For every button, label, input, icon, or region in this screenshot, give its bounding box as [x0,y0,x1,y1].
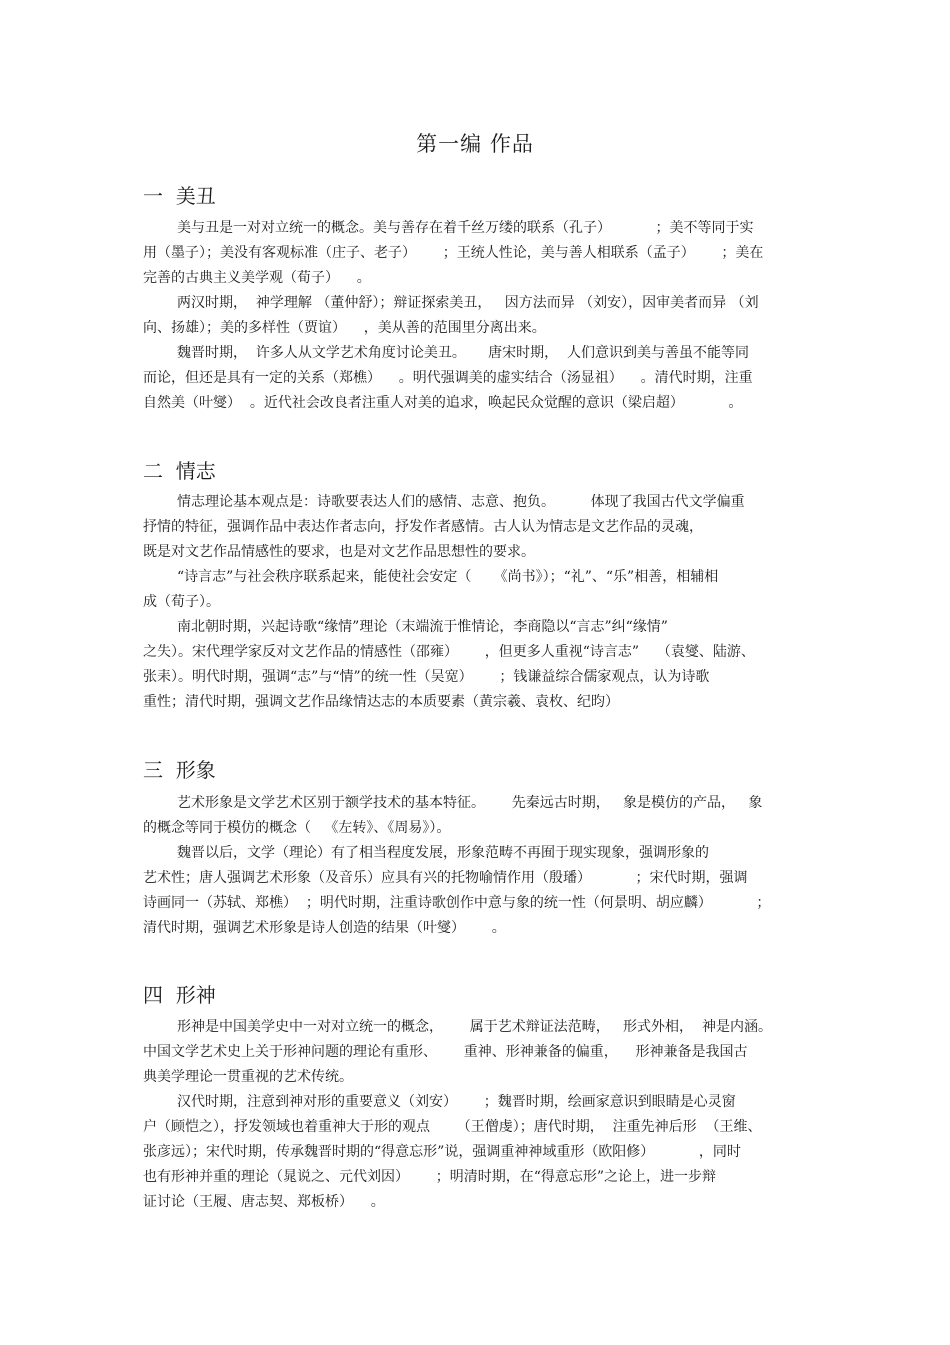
paragraph-line: 中国文学艺术史上关于形神问题的理论有重形、 重神、形神兼备的偏重， 形神兼备是我国古 [143,1044,748,1060]
paragraph-line: 户（顾恺之），抒发领域也着重神大于形的观点 （王僧虔）；唐代时期， 注重先神后形 （王维、 [143,1119,762,1135]
paragraph-line: 情志理论基本观点是：诗歌要表达人们的感情、志意、抱负。 体现了我国古代文学偏重 [177,494,745,510]
paragraph-line: 典美学理论一贯重视的艺术传统。 [143,1069,353,1085]
paragraph-line: 汉代时期，注意到神对形的重要意义（刘安） ；魏晋时期，绘画家意识到眼睛是心灵窗 [177,1094,736,1110]
paragraph-line: 艺术性；唐人强调艺术形象（及音乐）应具有兴的托物喻情作用（殷璠） ；宋代时期，强调 [143,870,748,886]
paragraph-line: 南北朝时期，兴起诗歌“缘情”理论（末端流于惟情论，李商隐以“言志”纠“缘情” [177,619,668,635]
paragraph-line: 张彦远）；宋代时期，传承魏晋时期的“得意忘形”说，强调重神神域重形（欧阳修） ，同时 [143,1144,741,1160]
paragraph-line: 抒情的特征，强调作品中表达作者志向，抒发作者感情。古人认为情志是文艺作品的灵魂， [143,519,703,535]
paragraph-line: 两汉时期， 神学理解 （董仲舒）；辩证探索美丑， 因方法而异 （刘安），因审美者而异 （刘 [177,295,759,311]
paragraph-line: 的概念等同于模仿的概念（ 《左转》、《周易》）。 [143,820,451,836]
paragraph-line: 清代时期，强调艺术形象是诗人创造的结果（叶燮） 。 [143,920,506,936]
paragraph-line: 既是对文艺作品情感性的要求，也是对文艺作品思想性的要求。 [143,544,535,560]
paragraph-line: “诗言志”与社会秩序联系起来，能使社会安定（ 《尚书》）；“礼”、“乐”相善，相辅相 [177,569,719,585]
section-heading-4: 四 形神 [143,983,216,1007]
paragraph-line: 用（墨子）；美没有客观标准（庄子、老子） ；王统人性论，美与善人相联系（孟子） ；美在 [143,245,764,261]
page-title: 第一编 作品 [416,132,534,156]
paragraph-line: 重性；清代时期，强调文艺作品缘情达志的本质要素（黄宗羲、袁枚、纪昀） [143,694,619,710]
section-heading-3: 三 形象 [143,758,216,782]
paragraph-line: 成（荀子）。 [143,594,220,610]
paragraph-line: 艺术形象是文学艺术区别于额学技术的基本特征。 先秦远古时期， 象是模仿的产品， 象 [177,795,763,811]
paragraph-line: 自然美（叶燮） 。近代社会改良者注重人对美的追求，唤起民众觉醒的意识（梁启超） 。 [143,395,743,411]
paragraph-line: 张耒）。明代时期，强调“志”与“情”的统一性（吴宽） ；钱谦益综合儒家观点，认为诗歌 [143,669,710,685]
paragraph-line: 向、扬雄）；美的多样性（贾谊） ，美从善的范围里分离出来。 [143,320,546,336]
paragraph-line: 魏晋时期， 许多人从文学艺术角度讨论美丑。 唐宋时期， 人们意识到美与善虽不能等同 [177,345,750,361]
paragraph-line: 证讨论（王履、唐志契、郑板桥） 。 [143,1194,385,1210]
section-heading-1: 一 美丑 [143,184,216,208]
paragraph-line: 魏晋以后，文学（理论）有了相当程度发展，形象范畴不再囿于现实现象，强调形象的 [177,845,709,861]
paragraph-line: 之失）。宋代理学家反对文艺作品的情感性（邵雍） ，但更多人重视“诗言志” （袁燮、陆游、 [143,644,755,660]
paragraph-line: 诗画同一（苏轼、郑樵） ；明代时期，注重诗歌创作中意与象的统一性（何景明、胡应麟） ； [143,895,771,911]
paragraph-line: 形神是中国美学史中一对对立统一的概念， 属于艺术辩证法范畴， 形式外相， 神是内涵。 [177,1019,772,1035]
paragraph-line: 美与丑是一对对立统一的概念。美与善存在着千丝万缕的联系（孔子） ；美不等同于实 [177,220,754,236]
section-heading-2: 二 情志 [143,459,216,483]
paragraph-line: 完善的古典主义美学观（荀子） 。 [143,270,371,286]
paragraph-line: 也有形神并重的理论（晁说之、元代刘因） ；明清时期，在“得意忘形”之论上，进一步辩 [143,1169,717,1185]
paragraph-line: 而论，但还是具有一定的关系（郑樵） 。明代强调美的虚实结合（汤显祖） 。清代时期，注重 [143,370,753,386]
